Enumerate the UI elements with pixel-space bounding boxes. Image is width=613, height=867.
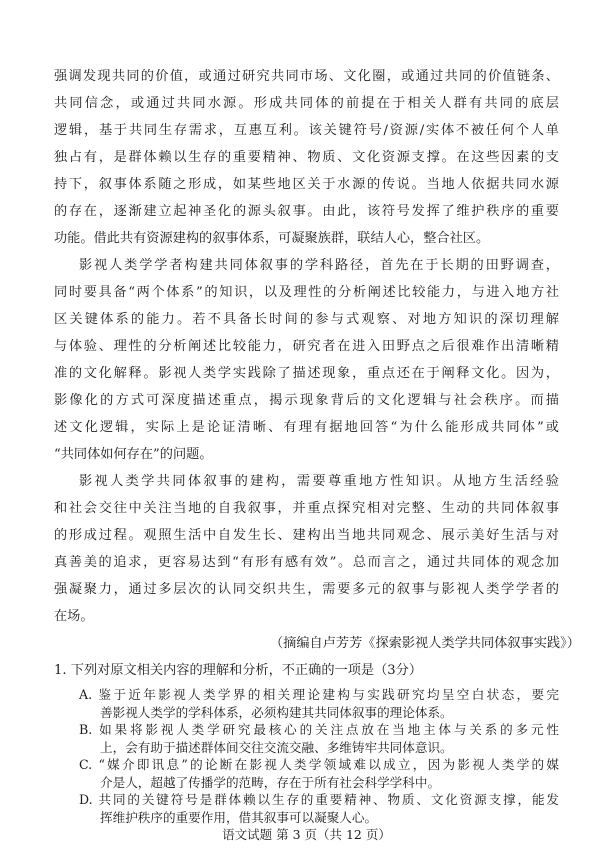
text-line: 逻辑，基于共同生存需求，互惠互利。该关键符号/资源/实体不被任何个人单 xyxy=(54,123,559,138)
option-text: 善影视人类学的学科体系，必须构建其共同体叙事的理论体系。 xyxy=(100,704,453,720)
text-line: 同时要具备“两个体系”的知识，以及理性的分析阐述比较能力，与进入地方社 xyxy=(54,285,559,300)
option-text: D. 共同的关键符号是群体赖以生存的重要精神、物质、文化资源支撑，能发 xyxy=(79,792,559,807)
text-line: 真善美的追求，更容易达到“有形有感有效”。总而言之，通过共同体的观念加 xyxy=(54,555,559,570)
page-footer: 语文试题 第 3 页（共 12 页） xyxy=(222,827,391,842)
question-stem: 1. 下列对原文相关内容的理解和分析，不正确的一项是（3分） xyxy=(54,663,423,678)
text-line: 强凝聚力，通过多层次的认同交织共生，需要多元的叙事与影视人类学学者的 xyxy=(54,582,559,597)
text-line: 持下，叙事体系随之形成，如某些地区关于水源的传说。当地人依据共同水源 xyxy=(54,177,559,192)
text-line: 区关键体系的能力。若不具备长时间的参与式观察、对地方知识的深切理解 xyxy=(54,312,559,327)
option-text: 挥维护秩序的重要作用，借其叙事可以凝聚人心。 xyxy=(100,809,378,825)
text-line: 在场。 xyxy=(54,609,94,624)
text-line: 强调发现共同的价值，或通过研究共同市场、文化圈，或通过共同的价值链条、 xyxy=(54,69,559,84)
option-text: 介是人，超越了传播学的范畴，存在于所有社会科学学科中。 xyxy=(100,774,441,790)
text-line: “共同体如何存在”的问题。 xyxy=(54,447,213,462)
text-line: 影视人类学学者构建共同体叙事的学科路径，首先在于长期的田野调查， xyxy=(79,258,559,273)
text-line: 共同信念，或通过共同水源。形成共同体的前提在于相关人群有共同的底层 xyxy=(54,96,559,111)
text-line: 述文化逻辑，实际上是论证清晰、有理有据地回答“为什么能形成共同体”或 xyxy=(54,420,559,435)
text-line: 和社会交往中关注当地的自我叙事，并重点探究相对完整、生动的共同体叙事 xyxy=(54,501,559,516)
text-line: 准的文化解释。影视人类学实践除了描述现象，重点还在于阐释文化。因为， xyxy=(54,366,559,381)
text-line: 与体验、理性的分析阐述比较能力，研究者在进入田野点之后很难作出清晰精 xyxy=(54,339,559,354)
text-line: 影视人类学共同体叙事的建构，需要尊重地方性知识。从地方生活经验 xyxy=(79,474,559,489)
text-line: 的存在，逐渐建立起神圣化的源头叙事。由此，该符号发挥了维护秩序的重要 xyxy=(54,204,559,219)
text-line: 功能。借此共有资源建构的叙事体系，可凝聚族群，联结人心，整合社区。 xyxy=(54,231,490,246)
text-line: 独占有，是群体赖以生存的重要精神、物质、文化资源支撑。在这些因素的支 xyxy=(54,150,559,165)
text-line: 的形成过程。观照生活中自发生长、建构出当地共同观念、展示美好生活与对 xyxy=(54,528,559,543)
source-citation: （摘编自卢芳芳《探索影视人类学共同体叙事实践》） xyxy=(270,636,580,651)
option-text: A. 鉴于近年影视人类学界的相关理论建构与实践研究均呈空白状态，要完 xyxy=(79,687,559,702)
option-text: B. 如果将影视人类学研究最核心的关注点放在当地主体与关系的多元性 xyxy=(79,722,559,737)
option-text: C. “媒介即讯息”的论断在影视人类学领域难以成立，因为影视人类学的媒 xyxy=(79,757,559,772)
option-text: 上，会有助于描述群体间交往交流交融、多维铸牢共同体意识。 xyxy=(100,739,453,755)
text-line: 影像化的方式可深度描述重点，揭示现象背后的文化逻辑与社会秩序。而描 xyxy=(54,393,559,408)
